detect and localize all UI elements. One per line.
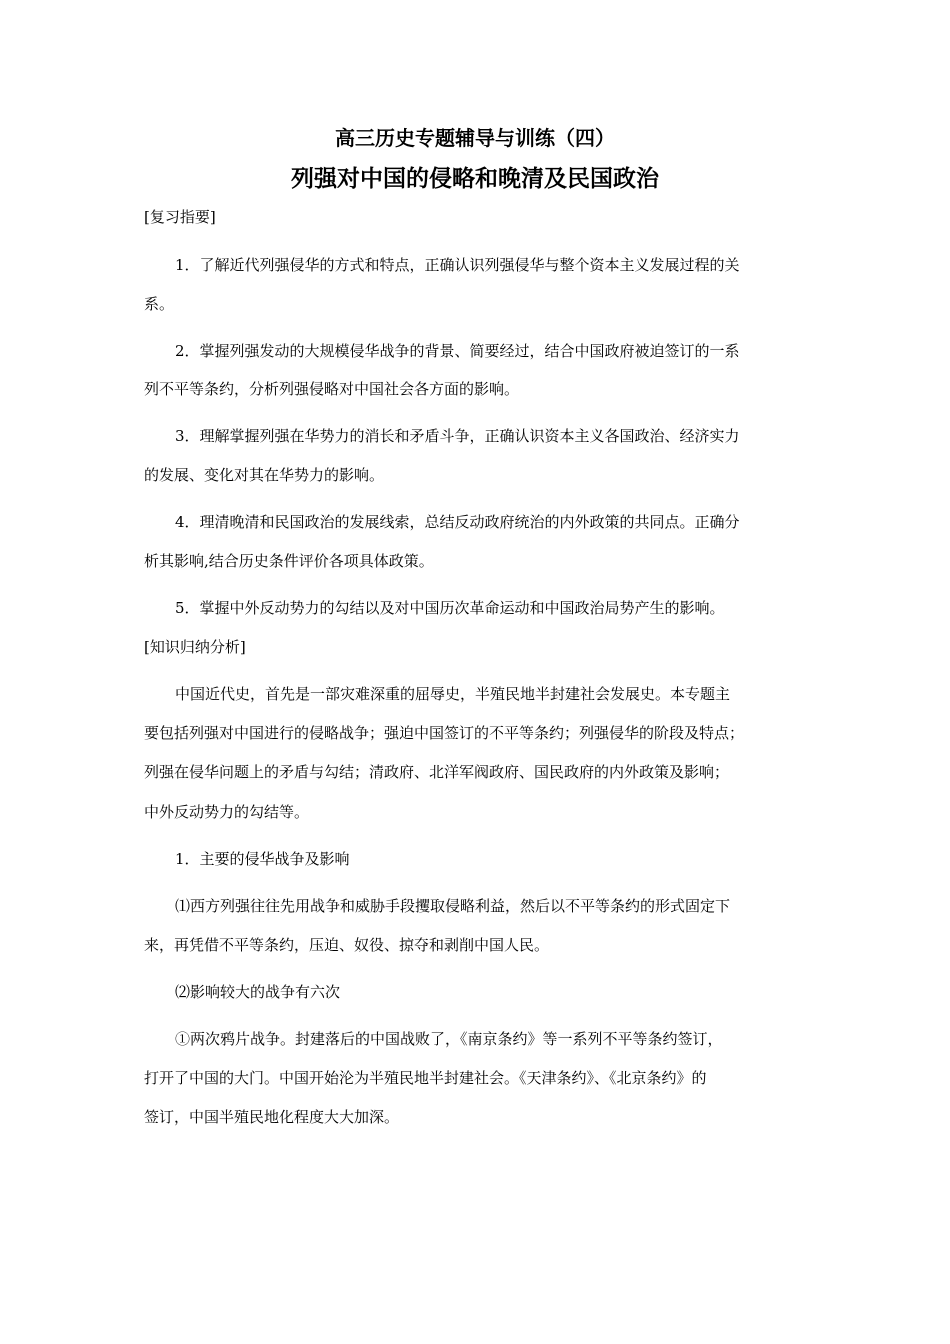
paragraph-line: 要包括列强对中国进行的侵略战争；强迫中国签订的不平等条约；列强侵华的阶段及特点； [144,724,745,742]
paragraph-line: 1．了解近代列强侵华的方式和特点，正确认识列强侵华与整个资本主义发展过程的关 [175,256,740,274]
paragraph-line: 列不平等条约，分析列强侵略对中国社会各方面的影响。 [144,380,520,398]
paragraph-line: ①两次鸦片战争。封建落后的中国战败了，《南京条约》等一系列不平等条约签订， [175,1030,723,1048]
section-heading-analysis: [知识归纳分析] [144,638,246,656]
paragraph-line: 来，再凭借不平等条约，压迫、奴役、掠夺和剥削中国人民。 [144,936,550,954]
document-title: 高三历史专题辅导与训练（四） [335,126,615,150]
paragraph-line: 5．掌握中外反动势力的勾结以及对中国历次革命运动和中国政治局势产生的影响。 [175,599,725,617]
paragraph-line: 中外反动势力的勾结等。 [144,803,310,821]
paragraph-line: 3．理解掌握列强在华势力的消长和矛盾斗争，正确认识资本主义各国政治、经济实力 [175,427,740,445]
paragraph-line: ⑵影响较大的战争有六次 [175,983,341,1001]
subheading-line: 1．主要的侵华战争及影响 [175,850,350,868]
paragraph-line: 4．理清晚清和民国政治的发展线索，总结反动政府统治的内外政策的共同点。正确分 [175,513,740,531]
paragraph-line: 打开了中国的大门。中国开始沦为半殖民地半封建社会。《天津条约》、《北京条约》的 [144,1069,707,1087]
section-heading-review: [复习指要] [144,208,216,226]
paragraph-line: 析其影响,结合历史条件评价各项具体政策。 [144,552,434,570]
paragraph-line: 的发展、变化对其在华势力的影响。 [144,466,385,484]
paragraph-line: 中国近代史，首先是一部灾难深重的屈辱史，半殖民地半封建社会发展史。本专题主 [175,685,731,703]
paragraph-line: ⑴西方列强往往先用战争和威胁手段攫取侵略利益，然后以不平等条约的形式固定下 [175,897,731,915]
paragraph-line: 系。 [144,295,175,313]
paragraph-line: 签订，中国半殖民地化程度大大加深。 [144,1108,400,1126]
paragraph-line: 列强在侵华问题上的矛盾与勾结；清政府、北洋军阀政府、国民政府的内外政策及影响； [144,763,730,781]
paragraph-line: 2．掌握列强发动的大规模侵华战争的背景、简要经过，结合中国政府被迫签订的一系 [175,342,740,360]
document-subtitle: 列强对中国的侵略和晚清及民国政治 [291,166,659,192]
